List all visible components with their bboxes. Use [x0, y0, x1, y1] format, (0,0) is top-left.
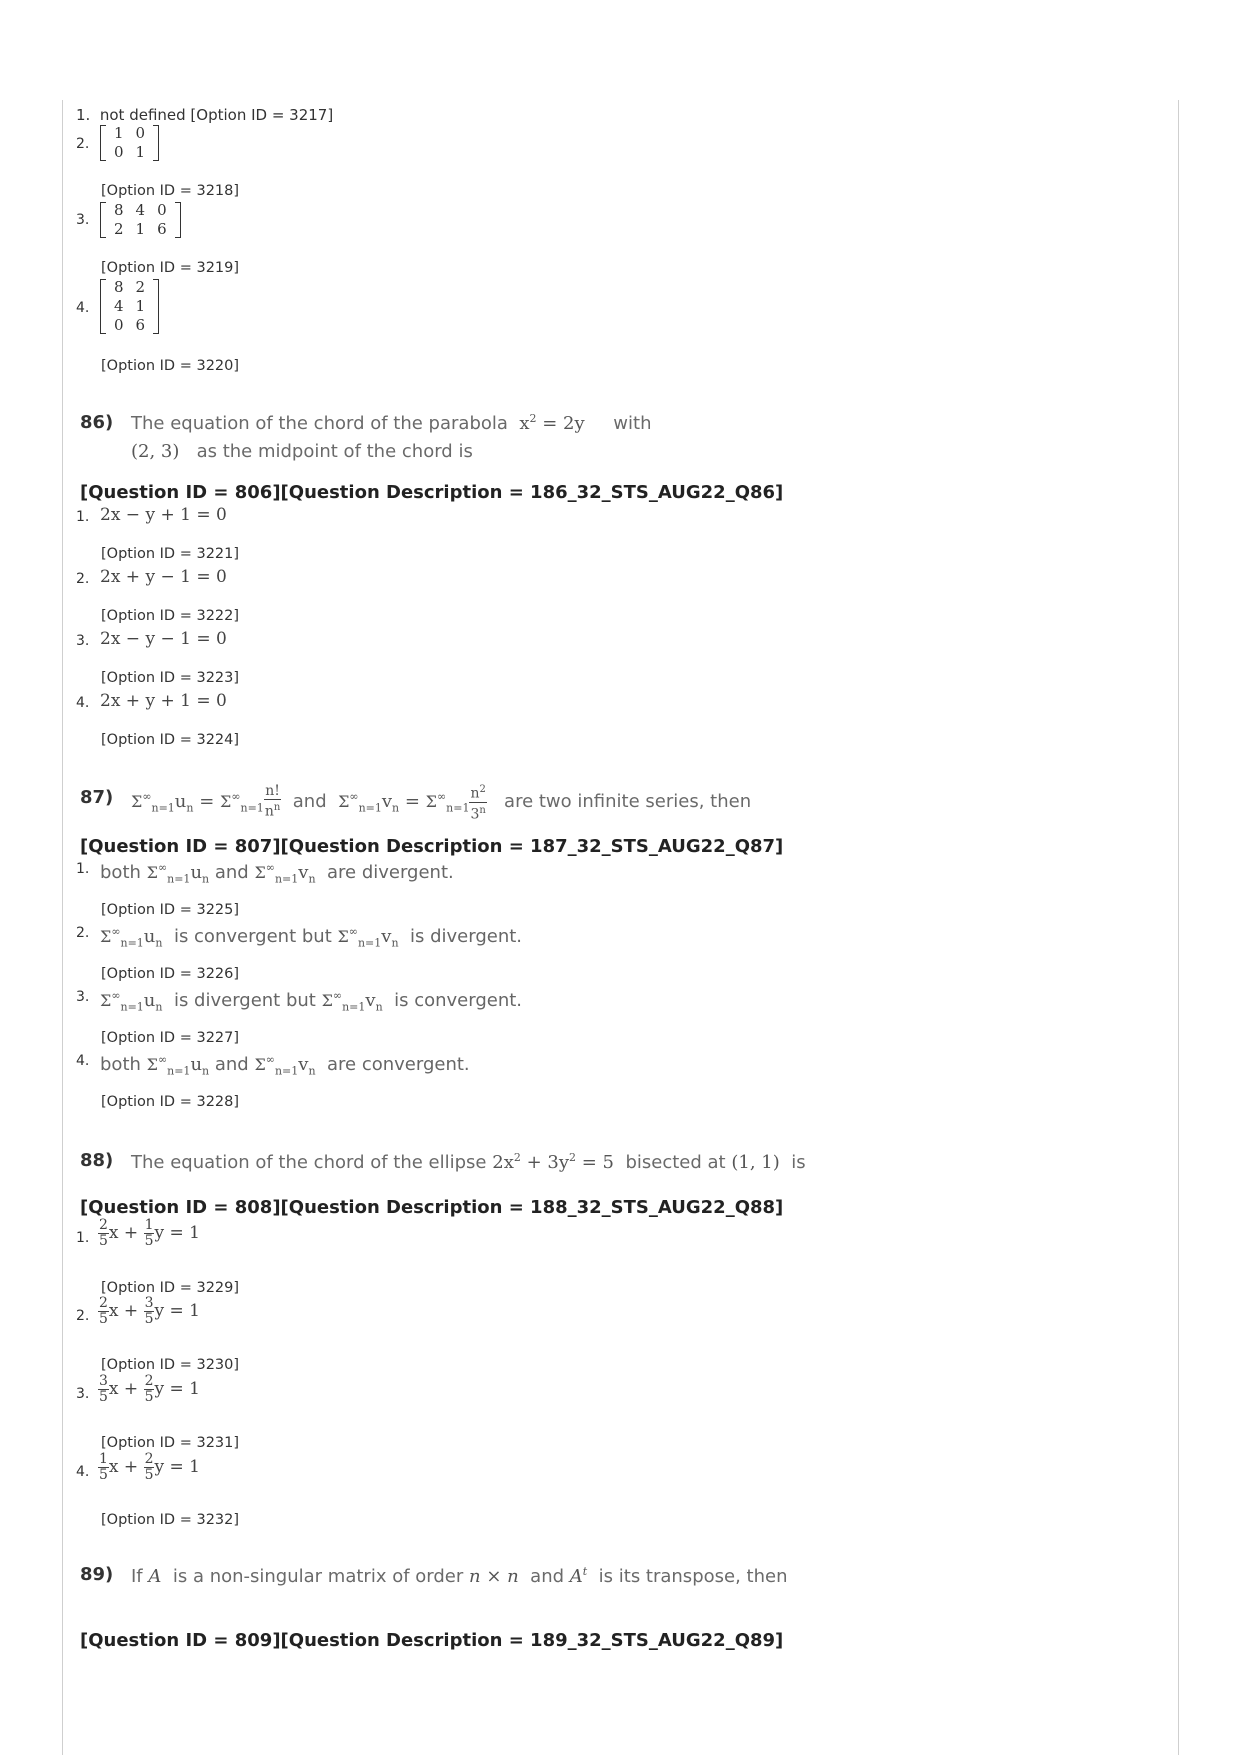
q88-option-4-id: [Option ID = 3232]: [101, 1512, 240, 1528]
q87-option-2-id: [Option ID = 3226]: [101, 966, 240, 982]
q85-option-3-matrix: 8 4 0 2 1 6: [100, 201, 181, 243]
q86-option-4-number: 4.: [76, 695, 90, 711]
q89-number: 89): [80, 1564, 114, 1585]
q87-option-4-text: both $\Sigma^\infty_{n=1}u_n$ and $\Sigma^\infty_{n=1}v_n$ are convergent.: [100, 1053, 470, 1078]
q86-option-3-text: 2x − y − 1 = 0: [100, 629, 227, 649]
q86-option-4-text: 2x + y + 1 = 0: [100, 691, 227, 711]
q87-question-id: [Question ID = 807][Question Description = 187_32_STS_AUG22_Q87]: [80, 836, 784, 857]
q88-option-3-number: 3.: [76, 1386, 90, 1402]
q86-stem-line2: (2, 3) as the midpoint of the chord is: [131, 441, 473, 462]
q88-ellipse-eq: $2x^2 + 3y^2 = 5$: [492, 1151, 614, 1173]
q88-option-1-id: [Option ID = 3229]: [101, 1280, 240, 1296]
q85-option-1: 1. not defined [Option ID = 3217]: [76, 106, 334, 124]
q87-option-4-number: 4.: [76, 1053, 90, 1069]
q89-question-id: [Question ID = 809][Question Description = 189_32_STS_AUG22_Q89]: [80, 1630, 784, 1651]
q86-option-4-id: [Option ID = 3224]: [101, 732, 240, 748]
q87-option-2-text: $\Sigma^\infty_{n=1}u_n$ is convergent but $\Sigma^\infty_{n=1}v_n$ is divergent.: [100, 925, 523, 950]
q86-stem-line1: The equation of the chord of the parabola $x^2 = 2y$ with: [131, 412, 652, 434]
q87-option-3-text: $\Sigma^\infty_{n=1}u_n$ is divergent but $\Sigma^\infty_{n=1}v_n$ is convergent.: [100, 989, 523, 1014]
q85-option-2-id: [Option ID = 3218]: [101, 183, 240, 199]
q86-option-1-number: 1.: [76, 509, 90, 525]
q87-option-2-number: 2.: [76, 925, 90, 941]
q87-series-u: $\Sigma^\infty_{n=1}u_n = \Sigma^\infty_{n=1}$ $\frac{n!}{n^n}$: [131, 783, 281, 820]
q85-option-4-number: 4.: [76, 300, 90, 316]
q85-option-3-id: [Option ID = 3219]: [101, 260, 240, 276]
q88-option-2-text: $\frac{2}{5}$ x + $\frac{3}{5}$ y = 1: [99, 1295, 200, 1327]
q85-option-4-matrix: 8 2 4 1 0 6: [100, 278, 159, 339]
q88-option-3-text: $\frac{3}{5}$ x + $\frac{2}{5}$ y = 1: [99, 1373, 200, 1405]
q88-option-4-text: $\frac{1}{5}$ x + $\frac{2}{5}$ y = 1: [99, 1451, 200, 1483]
q87-stem: $\Sigma^\infty_{n=1}u_n = \Sigma^\infty_{n=1}$ $\frac{n!}{n^n}$ and $\Sigma^\infty_{n=1}v_n = \Sigma^\infty_{n=1}$ $\frac{n^2}{3^n}$ are two infinite series, then: [131, 783, 752, 823]
q85-option-2-number: 2.: [76, 136, 90, 152]
q89-stem: If A is a non-singular matrix of order n × n and $A^t$ is its transpose, then: [131, 1565, 788, 1587]
q87-option-3-number: 3.: [76, 989, 90, 1005]
q88-number: 88): [80, 1150, 114, 1171]
q86-option-3-number: 3.: [76, 633, 90, 649]
q87-series-v: $\Sigma^\infty_{n=1}v_n = \Sigma^\infty_{n=1}$ $\frac{n^2}{3^n}$: [338, 784, 486, 823]
q88-option-4-number: 4.: [76, 1464, 90, 1480]
q87-number: 87): [80, 787, 114, 808]
q86-option-2-text: 2x + y − 1 = 0: [100, 567, 227, 587]
q86-question-id: [Question ID = 806][Question Description = 186_32_STS_AUG22_Q86]: [80, 482, 784, 503]
q85-option-2-matrix: 1 0 0 1: [100, 124, 159, 166]
q86-number: 86): [80, 412, 114, 433]
q86-parabola-eq: $x^2 = 2y$: [513, 412, 591, 434]
q85-option-3-number: 3.: [76, 212, 90, 228]
q87-option-4-id: [Option ID = 3228]: [101, 1094, 240, 1110]
q88-option-1-text: $\frac{2}{5}$ x + $\frac{1}{5}$ y = 1: [99, 1217, 200, 1249]
q88-option-2-number: 2.: [76, 1308, 90, 1324]
q86-option-1-id: [Option ID = 3221]: [101, 546, 240, 562]
q88-option-3-id: [Option ID = 3231]: [101, 1435, 240, 1451]
q86-option-2-number: 2.: [76, 571, 90, 587]
q88-option-2-id: [Option ID = 3230]: [101, 1357, 240, 1373]
q86-option-1-text: 2x − y + 1 = 0: [100, 505, 227, 525]
q86-option-3-id: [Option ID = 3223]: [101, 670, 240, 686]
q87-option-1-number: 1.: [76, 861, 90, 877]
q88-stem: The equation of the chord of the ellipse $2x^2 + 3y^2 = 5$ bisected at (1, 1) is: [131, 1151, 806, 1173]
q86-option-2-id: [Option ID = 3222]: [101, 608, 240, 624]
q88-option-1-number: 1.: [76, 1230, 90, 1246]
q87-option-1-id: [Option ID = 3225]: [101, 902, 240, 918]
q88-question-id: [Question ID = 808][Question Description = 188_32_STS_AUG22_Q88]: [80, 1197, 784, 1218]
q87-option-3-id: [Option ID = 3227]: [101, 1030, 240, 1046]
q85-option-4-id: [Option ID = 3220]: [101, 358, 240, 374]
q87-option-1-text: both $\Sigma^\infty_{n=1}u_n$ and $\Sigma^\infty_{n=1}v_n$ are divergent.: [100, 861, 454, 886]
